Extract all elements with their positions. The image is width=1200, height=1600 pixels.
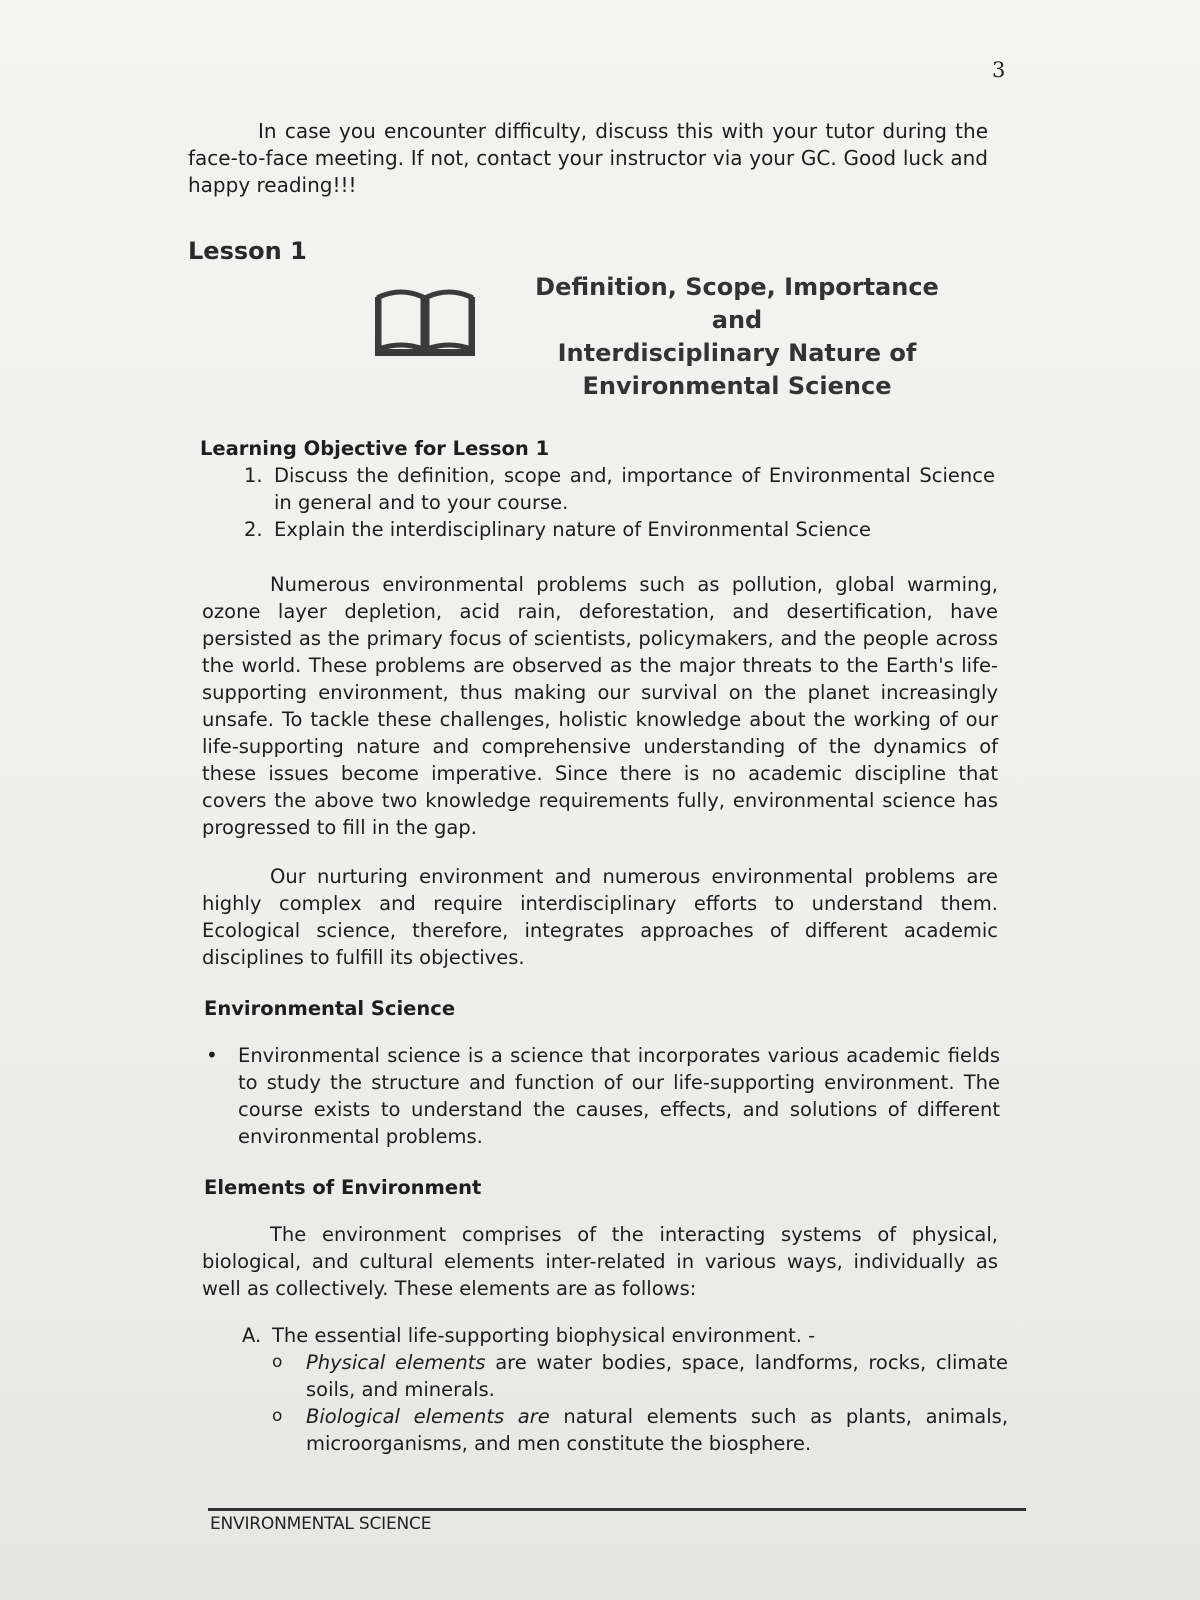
sub-element-text: natural elements such as plants, animals, microorganisms, and men constitute the biosphere. — [306, 1405, 1009, 1455]
sub-element-term: Biological elements are — [306, 1405, 550, 1428]
bullet-marker: • — [206, 1043, 218, 1067]
sub-element-text: are water bodies, space, landforms, rocks, climate soils, and minerals. — [306, 1351, 1008, 1401]
elements-intro: The environment comprises of the interacting systems of physical, biological, and cultural elements inter-related in various ways, individually as well as collectively. These elements are as follows: — [202, 1223, 998, 1300]
lesson-title-line: Environmental Science — [582, 372, 892, 400]
element-group — [242, 1322, 1008, 1457]
sub-element-marker: o — [272, 1352, 283, 1372]
element-row — [242, 1322, 1008, 1349]
environmental-science-heading: Environmental Science — [204, 997, 456, 1020]
list-item — [206, 1042, 1000, 1150]
lesson-title-row — [188, 271, 1008, 403]
objectives-list — [188, 462, 995, 543]
sub-elements-list — [242, 1349, 1008, 1457]
sub-element-body — [306, 1403, 1008, 1457]
page-number: 3 — [992, 58, 1006, 82]
body-paragraph: Our nurturing environment and numerous environmental problems are highly complex and require interdisciplinary efforts to understand them. Ecological science, therefore, integrates approaches of different academic disciplines to fulfill its objectives. — [202, 865, 998, 969]
intro-paragraph: In case you encounter difficulty, discuss this with your tutor during the face-to-face meeting. If not, contact your instructor via your GC. Good luck and happy reading!!! — [188, 119, 988, 197]
lesson-title — [517, 271, 957, 403]
sub-element-item — [272, 1349, 1008, 1403]
footer-divider — [208, 1508, 1026, 1511]
environmental-science-list — [188, 1042, 1000, 1150]
lesson-title-line: Interdisciplinary Nature of — [557, 339, 917, 367]
body-paragraph: Numerous environmental problems such as pollution, global warming, ozone layer depletion, acid rain, deforestation, and desertification, have persisted as the primary focus of scientists, policymakers, and the people across the world. These problems are observed as the major threats to the Earth's life-supporting environment, thus making our survival on the planet increasingly unsafe. To tackle these challenges, holistic knowledge about the working of our life-supporting nature and comprehensive understanding of the dynamics of these issues become imperative. Since there is no academic discipline that covers the above two knowledge requirements fully, environmental science has progressed to fill in the gap. — [202, 573, 998, 839]
objective-text: Discuss the definition, scope and, importance of Environmental Science in general and to your course. — [274, 464, 995, 514]
element-text: The essential life-supporting biophysical environment. - — [272, 1324, 816, 1347]
objective-item — [244, 462, 995, 516]
open-book-icon — [373, 283, 477, 361]
element-marker: A. — [242, 1324, 262, 1347]
lesson-heading: Lesson 1 — [188, 237, 307, 265]
page-content — [188, 118, 1008, 1457]
footer-title: ENVIRONMENTAL SCIENCE — [210, 1514, 432, 1534]
sub-element-body — [306, 1349, 1008, 1403]
objective-text: Explain the interdisciplinary nature of Environmental Science — [274, 518, 872, 541]
sub-element-term: Physical elements — [306, 1351, 486, 1374]
list-item-text: Environmental science is a science that incorporates various academic fields to study the structure and function of our life-supporting environment. The course exists to understand the causes, effects, and solutions of different environmental problems. — [238, 1044, 1000, 1148]
elements-heading: Elements of Environment — [204, 1176, 482, 1199]
sub-element-marker: o — [272, 1406, 283, 1426]
objectives-heading: Learning Objective for Lesson 1 — [200, 437, 550, 460]
elements-list — [188, 1322, 1008, 1457]
objective-marker: 1. — [244, 464, 263, 487]
objective-marker: 2. — [244, 518, 263, 541]
sub-element-item — [272, 1403, 1008, 1457]
lesson-title-line: Definition, Scope, Importance and — [535, 273, 939, 334]
objective-item — [244, 516, 995, 543]
